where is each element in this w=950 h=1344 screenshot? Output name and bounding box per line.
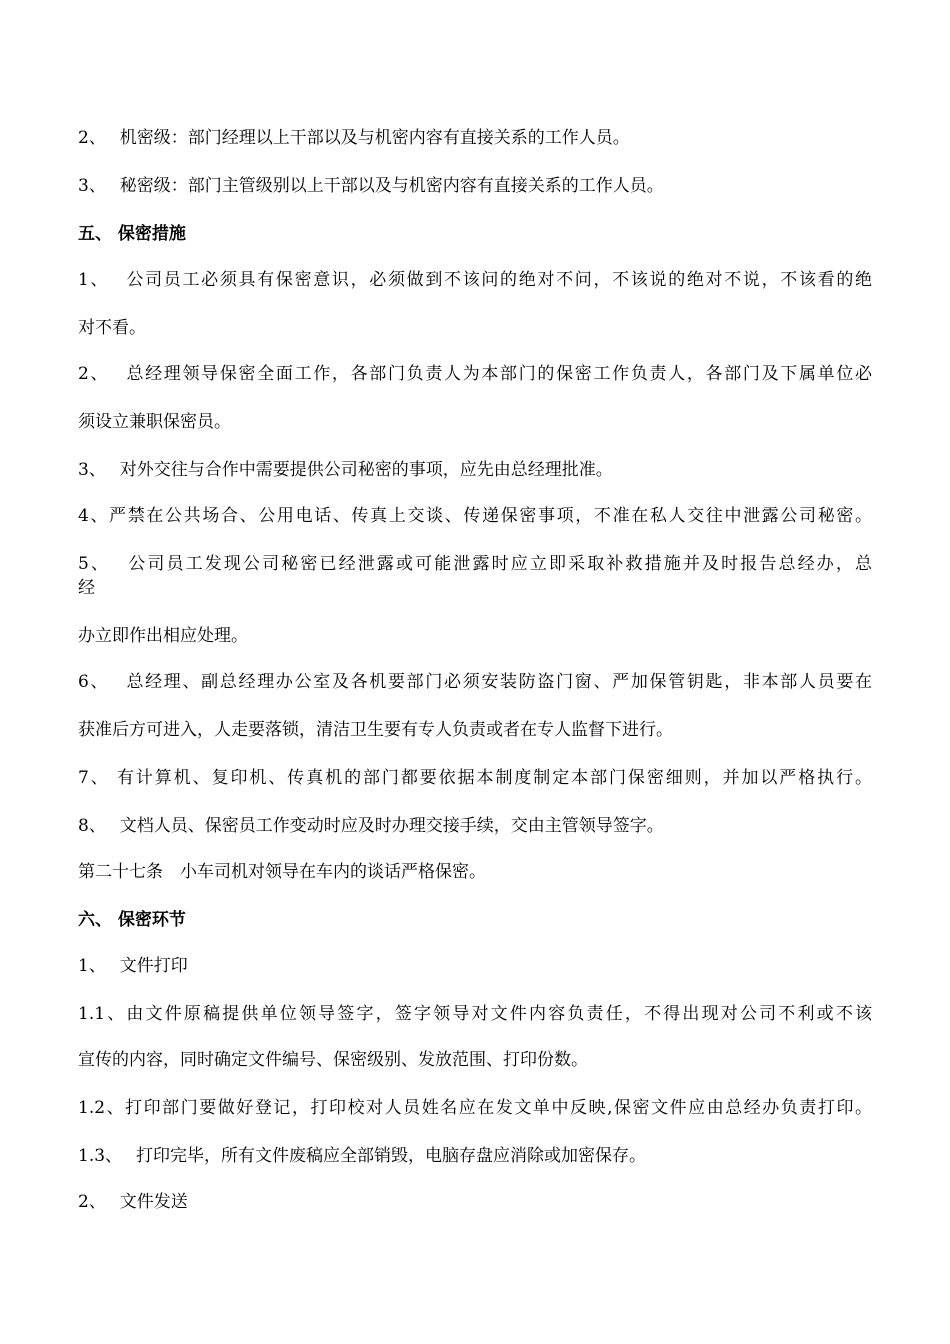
text-line: 2、 总经理领导保密全面工作，各部门负责人为本部门的保密工作负责人，各部门及下属单位必 <box>78 364 872 384</box>
text-line: 经 <box>78 578 95 598</box>
text-line: 1.1、由文件原稿提供单位领导签字，签字领导对文件内容负责任，不得出现对公司不利或不该 <box>78 1004 872 1024</box>
text-line: 1.2、打印部门要做好登记，打印校对人员姓名应在发文单中反映,保密文件应由总经办负责打印。 <box>78 1098 872 1118</box>
text-line: 2、 机密级：部门经理以上干部以及与机密内容有直接关系的工作人员。 <box>78 128 630 148</box>
text-line: 4、严禁在公共场合、公用电话、传真上交谈、传递保密事项，不准在私人交往中泄露公司秘密。 <box>78 506 872 526</box>
text-line: 对不看。 <box>78 318 146 338</box>
text-line: 5、 公司员工发现公司秘密已经泄露或可能泄露时应立即采取补救措施并及时报告总经办，总 <box>78 554 872 574</box>
text-line: 2、 文件发送 <box>78 1192 188 1212</box>
text-line: 3、 秘密级：部门主管级别以上干部以及与机密内容有直接关系的工作人员。 <box>78 176 664 196</box>
text-line: 宣传的内容，同时确定文件编号、保密级别、发放范围、打印份数。 <box>78 1050 588 1070</box>
text-line: 3、 对外交往与合作中需要提供公司秘密的事项，应先由总经理批准。 <box>78 460 613 480</box>
text-line: 6、 总经理、副总经理办公室及各机要部门必须安装防盗门窗、严加保管钥匙，非本部人员要在 <box>78 672 872 692</box>
text-line: 获准后方可进入，人走要落锁，清洁卫生要有专人负责或者在专人监督下进行。 <box>78 720 673 740</box>
section-heading: 五、 保密措施 <box>78 224 186 244</box>
text-line: 须设立兼职保密员。 <box>78 412 231 432</box>
text-line: 1、 文件打印 <box>78 956 188 976</box>
text-line: 1、 公司员工必须具有保密意识，必须做到不该问的绝对不问，不该说的绝对不说，不该看的绝 <box>78 270 872 290</box>
text-line: 7、 有计算机、复印机、传真机的部门都要依据本制度制定本部门保密细则，并加以严格执行。 <box>78 768 872 788</box>
text-line: 办立即作出相应处理。 <box>78 626 248 646</box>
text-line: 8、 文档人员、保密员工作变动时应及时办理交接手续，交由主管领导签字。 <box>78 816 664 836</box>
text-line: 1.3、 打印完毕，所有文件废稿应全部销毁，电脑存盘应消除或加密保存。 <box>78 1146 646 1166</box>
text-line: 第二十七条 小车司机对领导在车内的谈话严格保密。 <box>78 862 486 882</box>
section-heading: 六、 保密环节 <box>78 910 186 930</box>
